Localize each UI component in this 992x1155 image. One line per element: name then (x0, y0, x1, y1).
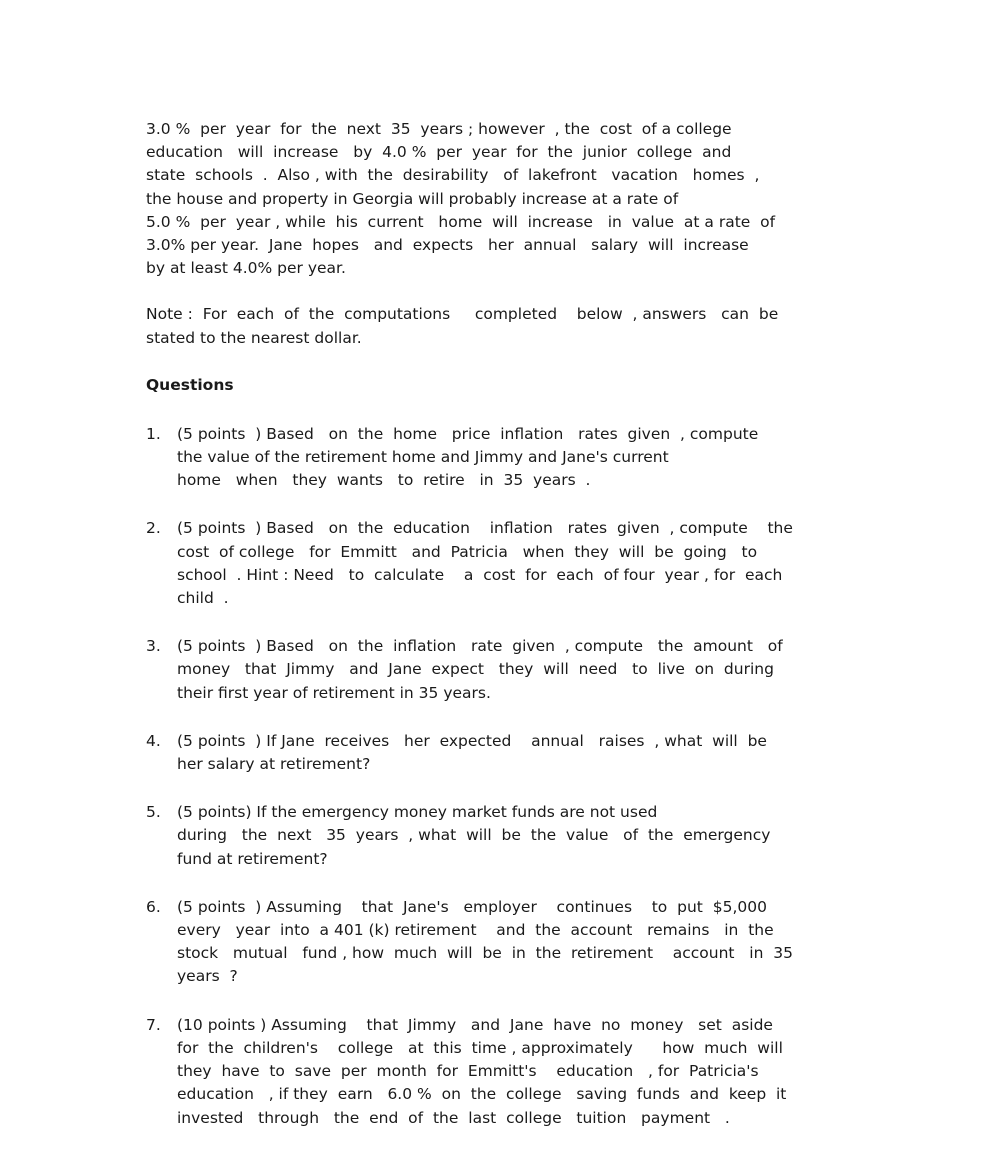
intro-line: the house and property in Georgia will probably increase at a rate of (146, 189, 679, 208)
question-line: school . Hint : Need to calculate a cost for each of four year , for each (177, 565, 783, 584)
question-line: stock mutual fund , how much will be in the retirement account in 35 (177, 944, 793, 963)
question-text (177, 1014, 846, 1130)
question-line: (5 points ) Based on the inflation rate given , compute the amount of (177, 637, 783, 656)
question-number: 5. (146, 803, 161, 822)
question-line: (5 points ) Assuming that Jane's employer continues to put $5,000 (177, 897, 767, 916)
question-number: 3. (146, 637, 161, 656)
question-line: their first year of retirement in 35 years. (177, 683, 491, 702)
intro-line: state schools . Also , with the desirability of lakefront vacation homes , (146, 166, 760, 185)
question-line: during the next 35 years , what will be the value of the emergency (177, 826, 771, 845)
question-line: her salary at retirement? (177, 755, 371, 774)
question-text (177, 635, 846, 705)
question-item (146, 635, 846, 705)
question-item (146, 1014, 846, 1130)
question-line: education , if they earn 6.0 % on the college saving funds and keep it (177, 1085, 787, 1104)
question-line: every year into a 401 (k) retirement and the account remains in the (177, 921, 774, 940)
question-number: 1. (146, 424, 161, 443)
question-item (146, 730, 846, 776)
question-number: 2. (146, 519, 161, 538)
question-item (146, 423, 846, 493)
question-line: cost of college for Emmitt and Patricia when they will be going to (177, 542, 758, 561)
question-text (177, 896, 846, 989)
question-text (177, 801, 846, 871)
note-line: Note : For each of the computations completed below , answers can be (146, 305, 779, 324)
question-line: (5 points) If the emergency money market funds are not used (177, 803, 658, 822)
question-text (177, 517, 846, 610)
question-line: (5 points ) Based on the home price inflation rates given , compute (177, 424, 759, 443)
question-number: 7. (146, 1015, 161, 1034)
question-line: years ? (177, 967, 238, 986)
intro-paragraph (146, 118, 846, 280)
question-text (177, 730, 846, 776)
question-number: 4. (146, 731, 161, 750)
question-line: for the children's college at this time , approximately how much will (177, 1038, 783, 1057)
question-line: they have to save per month for Emmitt's education , for Patricia's (177, 1062, 759, 1081)
question-line: (10 points ) Assuming that Jimmy and Jane have no money set aside (177, 1015, 773, 1034)
question-line: fund at retirement? (177, 849, 328, 868)
question-text (177, 423, 846, 493)
note-line: stated to the nearest dollar. (146, 328, 362, 347)
intro-line: 5.0 % per year , while his current home will increase in value at a rate of (146, 212, 776, 231)
question-line: invested through the end of the last college tuition payment . (177, 1108, 730, 1127)
question-line: the value of the retirement home and Jimmy and Jane's current (177, 448, 669, 467)
document-page (146, 118, 846, 1155)
question-item (146, 517, 846, 610)
question-item (146, 896, 846, 989)
question-item (146, 801, 846, 871)
question-line: money that Jimmy and Jane expect they will need to live on during (177, 660, 774, 679)
question-line: (5 points ) If Jane receives her expected annual raises , what will be (177, 731, 767, 750)
intro-line: 3.0 % per year for the next 35 years ; however , the cost of a college (146, 120, 732, 138)
intro-line: education will increase by 4.0 % per year for the junior college and (146, 143, 732, 162)
questions-list (146, 423, 846, 1130)
questions-heading: Questions (146, 375, 234, 394)
question-number: 6. (146, 897, 161, 916)
question-line: (5 points ) Based on the education inflation rates given , compute the (177, 519, 793, 538)
note-paragraph (146, 303, 846, 349)
question-line: child . (177, 589, 229, 608)
question-line: home when they wants to retire in 35 years . (177, 471, 591, 490)
intro-line: 3.0% per year. Jane hopes and expects her annual salary will increase (146, 236, 749, 255)
intro-line: by at least 4.0% per year. (146, 259, 346, 278)
